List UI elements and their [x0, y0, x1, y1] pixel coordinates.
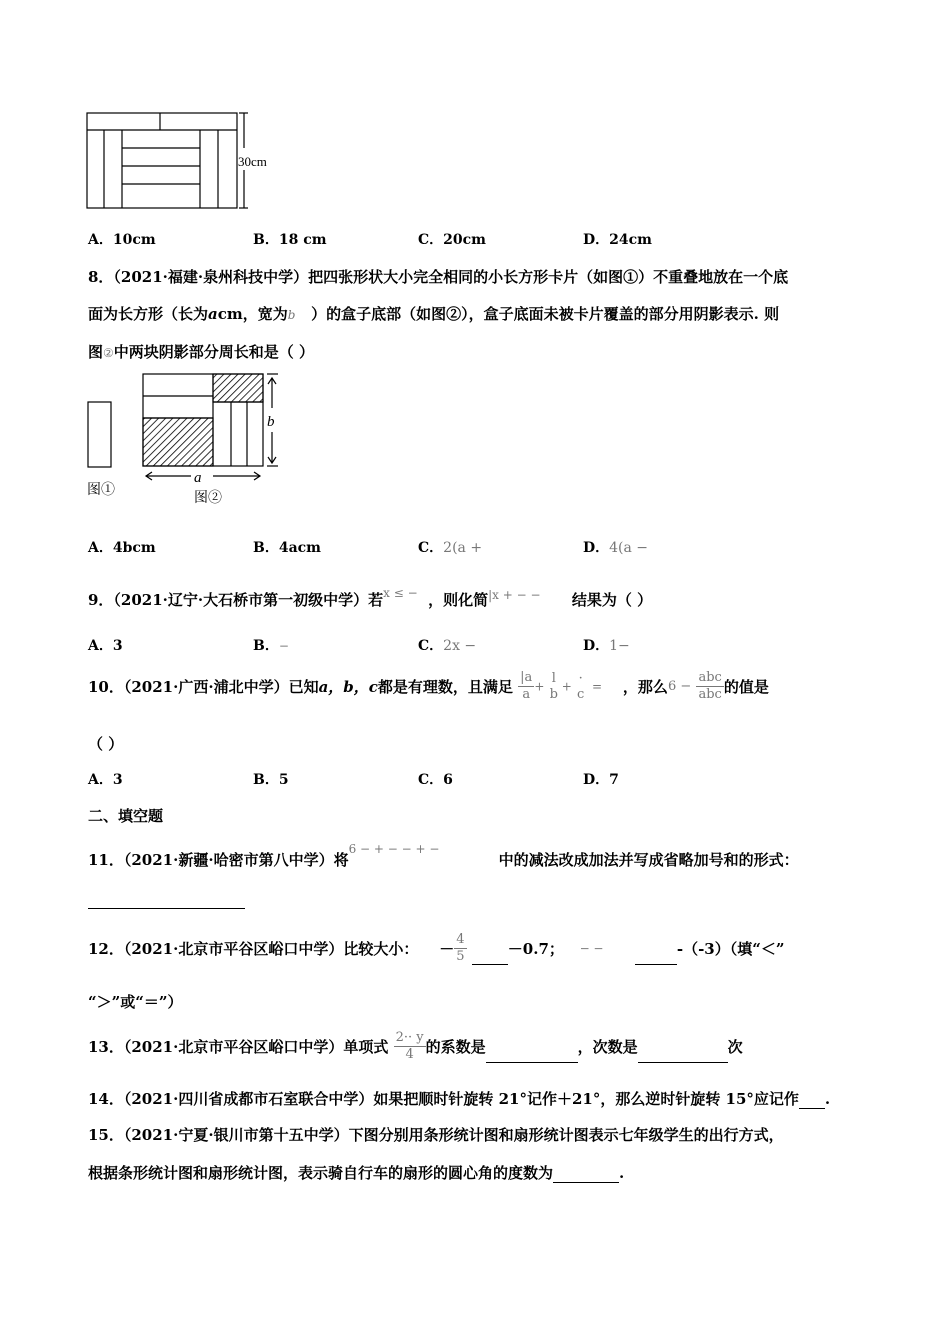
q8-line-2: 面为长方形（长为acm，宽为b ）的盒子底部（如图②），盒子底面未被卡片覆盖的部分用阴影表示. 则: [88, 305, 780, 323]
q8-option-c[interactable]: C．2(a +: [418, 540, 483, 556]
q15-line-2: 根据条形统计图和扇形统计图，表示骑自行车的扇形的圆心角的度数为 .: [88, 1164, 625, 1182]
q10-stem: 10．（2021·广西·浦北中学）已知a，b，c都是有理数，且满足 $\frac{|a}{a}$ + l b + · c = ，那么6 − $\frac{\text{abc}}{\text{abc}}$ 的值是: [88, 670, 769, 702]
q13-blank-2[interactable]: [638, 1062, 728, 1063]
q7-option-c[interactable]: C．20cm: [418, 232, 486, 248]
q11-stem: 11．（2021·新疆·哈密市第八中学）将6 − + − − + −中的减法改成加法并写成省略加号和的形式：: [88, 842, 799, 869]
q12-blank-2[interactable]: [635, 964, 677, 965]
section-fill-blank-title: 二、填空题: [88, 807, 164, 825]
q12-stem: 12．（2021·北京市平谷区峪口中学）比较大小： － $\frac{4}{5}$ －0.7； − − -（-3）（填“＜”: [88, 932, 785, 964]
q8-fig1-label: 图①: [87, 483, 115, 498]
q8-line-1: 8．（2021·福建·泉州科技中学）把四张形状大小完全相同的小长方形卡片（如图①）不重叠地放在一个底: [88, 268, 789, 286]
q9-option-d[interactable]: D．1−: [583, 638, 630, 654]
q12-line-2: “＞”或“＝”）: [88, 993, 183, 1011]
q10-option-c[interactable]: C．6: [418, 772, 453, 788]
q10-option-a[interactable]: A．3: [88, 772, 123, 788]
q7-option-d[interactable]: D．24cm: [583, 232, 652, 248]
q7-height-label: 30cm: [238, 154, 267, 169]
q14-blank[interactable]: [799, 1108, 825, 1109]
q14-stem: 14．（2021·四川省成都市石室联合中学）如果把顺时针旋转 21°记作＋21°，那么逆时针旋转 15°应记作 .: [88, 1090, 831, 1108]
q13-stem: 13．（2021·北京市平谷区峪口中学）单项式 $\frac{2\cdot\cdot y}{4}$ 的系数是 ，次数是 次: [88, 1030, 743, 1062]
q7-figure: [86, 108, 286, 210]
q12-blank-1[interactable]: [472, 964, 508, 965]
q9-option-a[interactable]: A．3: [88, 638, 123, 654]
q8-fig-a-label: a: [194, 470, 202, 486]
q9-option-b[interactable]: B．−: [253, 638, 289, 654]
q8-option-b[interactable]: B．4acm: [253, 540, 321, 556]
q8-option-a[interactable]: A．4bcm: [88, 540, 156, 556]
q10-option-d[interactable]: D．7: [583, 772, 619, 788]
q9-stem: 9．（2021·辽宁·大石桥市第一初级中学）若$^{x \le -}$ ，则化简$^{|x + - -}$ 结果为（ ）: [88, 586, 653, 609]
q11-answer-blank[interactable]: [88, 908, 245, 909]
q9-option-c[interactable]: C．2x −: [418, 638, 477, 654]
q10-option-b[interactable]: B．5: [253, 772, 289, 788]
q8-figures: [86, 370, 286, 510]
q10-paren: （ ）: [88, 735, 124, 753]
q8-option-d[interactable]: D．4(a −: [583, 540, 649, 556]
q7-option-b[interactable]: B．18 cm: [253, 232, 327, 248]
q8-fig-b-label: b: [267, 414, 275, 430]
q8-fig2-label: 图②: [194, 491, 222, 506]
q15-blank[interactable]: [553, 1182, 619, 1183]
q15-line-1: 15．（2021·宁夏·银川市第十五中学）下图分别用条形统计图和扇形统计图表示七年级学生的出行方式，: [88, 1126, 784, 1144]
q8-line-3: 图②中两块阴影部分周长和是（ ）: [88, 343, 315, 361]
q7-option-a[interactable]: A．10cm: [88, 232, 156, 248]
q13-blank-1[interactable]: [486, 1062, 578, 1063]
